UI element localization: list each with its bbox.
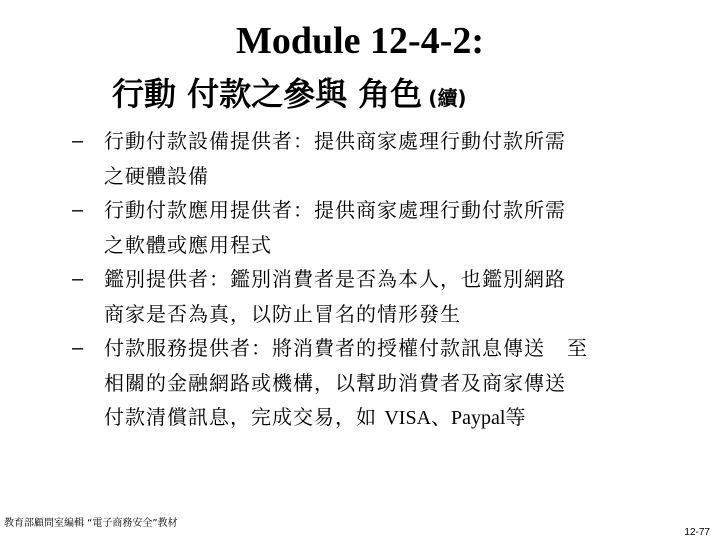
bullet-dash: – bbox=[72, 199, 85, 221]
bullet-item bbox=[72, 124, 672, 193]
bullet-list bbox=[72, 124, 672, 436]
bullet-item bbox=[72, 262, 672, 331]
bullet-text-segment: 至 bbox=[567, 336, 588, 360]
bullet-text-segment: 付款服務提供者：將消費者的授權付款訊息傳送 bbox=[104, 336, 545, 360]
bullet-text-line: 行動付款應用提供者：提供商家處理行動付款所需 bbox=[104, 198, 566, 222]
bullet-dash: – bbox=[72, 130, 85, 152]
bullet-text-segment: 付款清償訊息，完成交易，如 bbox=[104, 405, 385, 429]
bullet-text-line bbox=[104, 400, 672, 436]
bullet-text-line: 行動付款設備提供者：提供商家處理行動付款所需 bbox=[104, 129, 566, 153]
bullet-text-line: 鑑別提供者：鑑別消費者是否為本人，也鑑別網路 bbox=[104, 267, 566, 291]
bullet-dash: – bbox=[72, 337, 85, 359]
bullet-item bbox=[72, 193, 672, 262]
slide-subtitle-text: 行動 付款之參與 角色 bbox=[112, 75, 423, 113]
bullet-text-line bbox=[104, 331, 672, 366]
slide-title: Module 12-4-2: bbox=[235, 20, 485, 62]
bullet-text-latin: VISA、Paypal bbox=[384, 407, 506, 429]
bullet-text-segment: 等 bbox=[505, 405, 527, 429]
slide-subtitle-suffix: (續) bbox=[428, 86, 467, 110]
bullet-dash: – bbox=[72, 268, 85, 290]
page-number: 12-77 bbox=[684, 527, 710, 538]
bullet-text-line: 之硬體設備 bbox=[104, 163, 209, 188]
bullet-item bbox=[72, 331, 672, 436]
bullet-text-line: 商家是否為真，以防止冒名的情形發生 bbox=[104, 301, 461, 326]
bullet-text-line: 相關的金融網路或機構，以幫助消費者及商家傳送 bbox=[104, 370, 566, 395]
footer-source: 教育部顧問室編輯 “電子商務安全”教材 bbox=[4, 518, 178, 529]
bullet-text-line: 之軟體或應用程式 bbox=[104, 232, 272, 257]
slide-subtitle bbox=[112, 72, 467, 120]
